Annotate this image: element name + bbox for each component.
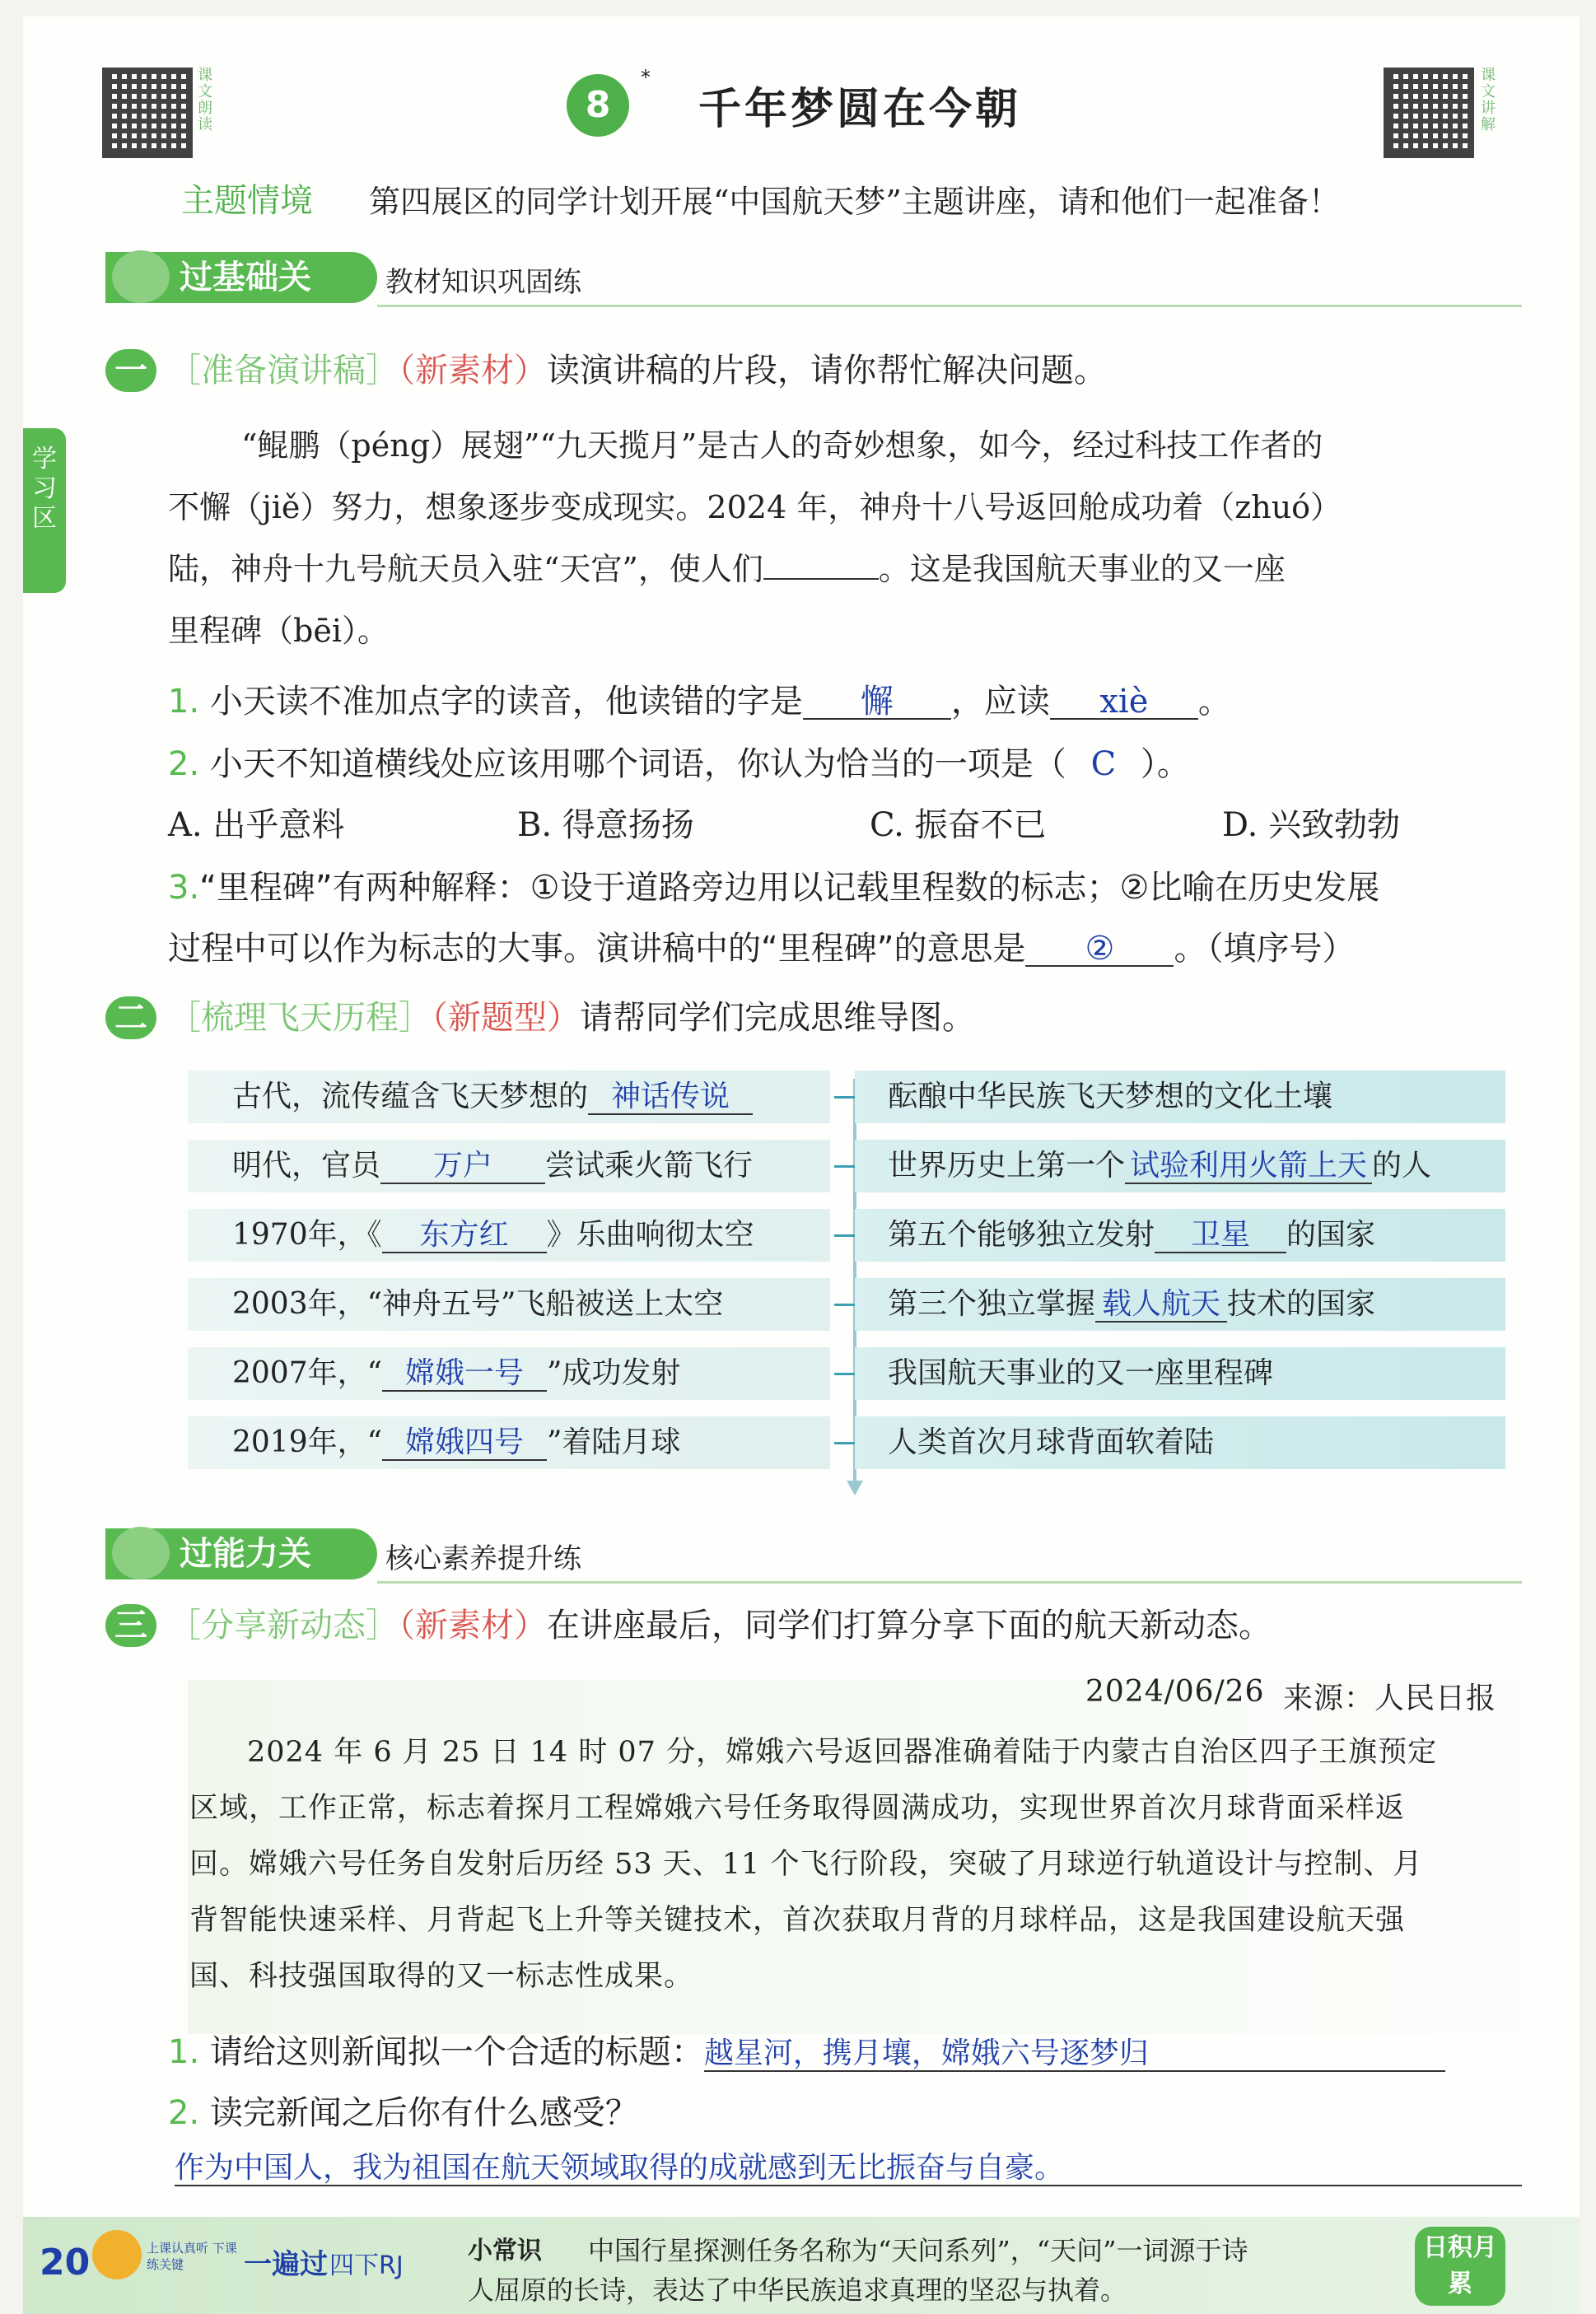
- passage-line-1: “鲲鹏（péng）展翅”“九天揽月”是古人的奇妙想象，如今，经过科技工作者的: [241, 427, 1323, 464]
- mindmap-right-text-b: 的国家: [1286, 1218, 1376, 1252]
- q3-sub1-text: 请给这则新闻拟一个合适的标题：: [209, 2033, 704, 2071]
- mindmap-right-text-a: 酝酿中华民族飞天梦想的文化土壤: [888, 1080, 1333, 1113]
- q1-sub1-answer-1[interactable]: 懈: [803, 685, 951, 720]
- mindmap-left-text-a: 2007年，“: [232, 1356, 383, 1390]
- passage-line-4: 里程碑（bēi）。: [168, 613, 389, 649]
- star-mascot-icon: [112, 1527, 170, 1579]
- question-2-tag: ［梳理飞天历程］: [168, 999, 432, 1037]
- grade-label: 四下RJ: [329, 2251, 404, 2280]
- qr-code-left[interactable]: [102, 68, 193, 158]
- mindmap-left-answer[interactable]: 嫦娥一号: [382, 1357, 547, 1392]
- tip-label: 小常识: [468, 2237, 542, 2265]
- news-line-4: 背智能快速采样、月背起飞上升等关键技术，首次获取月背的月球样品，这是我国建设航天强: [189, 1904, 1406, 1937]
- page-number: 20: [40, 2242, 91, 2284]
- mindmap-left-text-a: 明代，官员: [232, 1149, 381, 1183]
- q1-sub1-text-b: ，应读: [950, 683, 1050, 721]
- section-title-basic: 过基础关: [180, 259, 311, 296]
- q1-sub3-text-2a: 过程中可以作为标志的大事。演讲稿中的“里程碑”的意思是: [168, 930, 1026, 968]
- mindmap-left-node: [188, 1416, 830, 1469]
- question-2-heading: [105, 991, 975, 1039]
- q1-sub1-text-c: 。: [1197, 683, 1231, 721]
- side-tab: [23, 428, 66, 593]
- q3-sub2-num: 2.: [168, 2094, 200, 2132]
- mindmap-left-text-a: 2003年，“神舟五号”飞船被送上太空: [232, 1287, 724, 1321]
- qr-code-right[interactable]: [1384, 68, 1474, 158]
- mindmap-right-node: [855, 1209, 1505, 1262]
- q1-sub2-num: 2.: [168, 745, 200, 783]
- question-2-text: 请帮同学们完成思维导图。: [580, 999, 975, 1037]
- mindmap-left-text-a: 2019年，“: [232, 1425, 383, 1459]
- q1-sub3-line2: [168, 922, 1355, 969]
- mindmap-right-node: [855, 1278, 1505, 1331]
- section-subtitle-ability: 核心素养提升练: [385, 1542, 581, 1575]
- section-divider: [377, 305, 1522, 307]
- news-line-3: 回。嫦娥六号任务自发射后历经 53 天、11 个飞行阶段，突破了月球逆行轨道设计与控制、月: [189, 1848, 1423, 1881]
- news-date: 2024/06/26: [1085, 1675, 1265, 1709]
- q1-sub3-text-2b: 。（填序号）: [1174, 930, 1356, 968]
- q3-sub2: [168, 2087, 638, 2134]
- tip-line-1: 中国行星探测任务名称为“天问系列”，“天问”一词源于诗: [588, 2235, 1248, 2266]
- q1-sub1-num: 1.: [168, 683, 200, 721]
- brand-slogan: 上课认真听 下课练关键: [147, 2241, 237, 2272]
- side-tab-label: 学习区: [32, 445, 57, 533]
- daily-badge: 日积月累: [1415, 2227, 1505, 2306]
- page-title: 千年梦圆在今朝: [698, 85, 1022, 134]
- section-subtitle-basic: 教材知识巩固练: [385, 266, 581, 299]
- mindmap-left-answer[interactable]: 神话传说: [588, 1080, 753, 1115]
- mindmap-left-answer[interactable]: 万户: [380, 1150, 545, 1184]
- mindmap-right-node: [855, 1140, 1505, 1192]
- star-mascot-icon: [92, 2230, 142, 2279]
- question-3-number: 三: [105, 1604, 156, 1647]
- question-3-tag: ［分享新动态］: [168, 1607, 399, 1645]
- mindmap-left-node: [188, 1209, 830, 1262]
- mindmap-right-answer[interactable]: 试验利用火箭上天: [1125, 1150, 1372, 1184]
- news-line-5: 国、科技强国取得的又一标志性成果。: [189, 1960, 694, 1993]
- option-d: D. 兴致勃勃: [1222, 806, 1401, 844]
- question-1-number: 一: [105, 349, 156, 392]
- passage-line-2: 不懈（jiě）努力，想象逐步变成现实。2024 年，神舟十八号返回舱成功着（zhuó）: [168, 489, 1342, 525]
- q3-sub1-answer[interactable]: 越星河，携月壤，嫦娥六号逐梦归: [704, 2037, 1445, 2072]
- mindmap-right-text-a: 我国航天事业的又一座里程碑: [888, 1356, 1274, 1390]
- mindmap-right-text-a: 第三个独立掌握: [888, 1287, 1096, 1321]
- passage-line-3b: 。这是我国航天事业的又一座: [878, 551, 1286, 587]
- q1-sub1: [168, 675, 1231, 722]
- news-line-2: 区域，工作正常，标志着探月工程嫦娥六号任务取得圆满成功，实现世界首次月球背面采样返: [189, 1792, 1406, 1825]
- question-2-number: 二: [105, 996, 156, 1039]
- q3-sub1: [168, 2026, 1445, 2073]
- mindmap-right-text-b: 技术的国家: [1227, 1287, 1376, 1321]
- section-title-ability: 过能力关: [180, 1535, 311, 1573]
- q3-sub2-text: 读完新闻之后你有什么感受？: [209, 2094, 638, 2132]
- theme-text: 第四展区的同学计划开展“中国航天梦”主题讲座，请和他们一起准备！: [369, 184, 1340, 220]
- mindmap-left-text-a: 古代，流传蕴含飞天梦想的: [232, 1080, 589, 1113]
- q1-sub2-answer[interactable]: C: [1090, 745, 1117, 783]
- news-source: 来源：人民日报: [1283, 1682, 1497, 1715]
- option-a: A. 出乎意料: [168, 806, 345, 844]
- qr-left-label: 课文朗读: [198, 67, 212, 133]
- option-b: B. 得意扬扬: [517, 806, 694, 844]
- q1-sub2: [168, 738, 1190, 785]
- qr-right-label: 课文讲解: [1481, 67, 1496, 133]
- tip-line-2: 人屈原的长诗，表达了中华民族追求真理的坚忍与执着。: [468, 2274, 1127, 2306]
- question-1-text: 读演讲稿的片段，请你帮忙解决问题。: [547, 352, 1107, 390]
- question-3-heading: [105, 1599, 1272, 1647]
- q1-sub2-text-a: 小天不知道横线处应该用哪个词语，你认为恰当的一项是（: [209, 745, 1066, 783]
- passage-line-3a: 陆，神舟十九号航天员入驻“天宫”，使人们: [168, 551, 763, 587]
- q1-sub3-text-1: “里程碑”有两种解释：①设于道路旁边用以记载里程数的标志；②比喻在历史发展: [199, 869, 1380, 907]
- q1-sub1-text-a: 小天读不准加点字的读音，他读错的字是: [209, 683, 803, 721]
- q1-sub3-answer[interactable]: ②: [1025, 932, 1174, 967]
- mindmap-right-text-a: 第五个能够独立发射: [888, 1218, 1155, 1252]
- q3-sub2-answer-line: [175, 2148, 1522, 2186]
- mindmap-right-answer[interactable]: 载人航天: [1095, 1288, 1227, 1323]
- mindmap-right-text-b: 的人: [1372, 1149, 1432, 1183]
- theme-label: 主题情境: [181, 182, 313, 220]
- star-mascot-icon: [112, 250, 170, 303]
- blank-line[interactable]: [763, 578, 879, 580]
- q1-sub2-text-b: ）。: [1140, 745, 1190, 783]
- mindmap-right-text-a: 人类首次月球背面软着陆: [888, 1425, 1215, 1459]
- mindmap-right-node: [855, 1071, 1505, 1123]
- question-3-newtag: （新素材）: [399, 1607, 547, 1645]
- q3-sub2-answer[interactable]: 作为中国人，我为祖国在航天领域取得的成就感到无比振奋与自豪。: [175, 2152, 1522, 2186]
- mindmap-left-text-b: 》乐曲响彻太空: [546, 1218, 754, 1252]
- q1-sub3-num: 3.: [168, 869, 200, 907]
- q1-sub1-answer-2[interactable]: xiè: [1050, 685, 1198, 720]
- lesson-number-badge: 8: [567, 74, 629, 137]
- mindmap-left-node: [188, 1071, 830, 1123]
- mindmap-left-text-b: ”成功发射: [547, 1356, 681, 1390]
- q3-sub1-num: 1.: [168, 2033, 200, 2071]
- mindmap-left-node: [188, 1140, 830, 1192]
- q1-sub3-line1: [168, 861, 1379, 908]
- question-1-heading: [105, 344, 1107, 392]
- lesson-asterisk: *: [641, 66, 651, 89]
- mindmap-arrow-icon: [847, 1481, 863, 1495]
- mindmap-right-node: [855, 1416, 1505, 1469]
- mindmap-left-text-a: 1970年，《: [232, 1218, 382, 1252]
- passage-line-3: [168, 539, 1286, 600]
- mindmap-left-text-b: ”着陆月球: [547, 1425, 681, 1459]
- question-2-newtag: （新题型）: [432, 999, 580, 1037]
- mindmap-left-answer[interactable]: 东方红: [382, 1219, 547, 1253]
- question-3-text: 在讲座最后，同学们打算分享下面的航天新动态。: [547, 1607, 1272, 1645]
- question-1-newtag: （新素材）: [399, 352, 547, 390]
- news-line-1: 2024 年 6 月 25 日 14 时 07 分，嫦娥六号返回器准确着陆于内蒙古自治区四子王旗预定: [247, 1736, 1438, 1769]
- mindmap-left-node: [188, 1347, 830, 1400]
- mindmap-right-node: [855, 1347, 1505, 1400]
- mindmap-left-node: [188, 1278, 830, 1331]
- mindmap-right-answer[interactable]: 卫星: [1155, 1219, 1286, 1253]
- option-c: C. 振奋不已: [870, 806, 1047, 844]
- mindmap-right-text-a: 世界历史上第一个: [888, 1149, 1126, 1183]
- workbook-page: [23, 16, 1580, 2306]
- question-1-tag: ［准备演讲稿］: [168, 352, 399, 390]
- brand-name: 一遍过: [244, 2248, 328, 2281]
- footer: [23, 2217, 1580, 2314]
- mindmap-left-text-b: 尝试乘火箭飞行: [545, 1149, 754, 1183]
- section-divider: [377, 1581, 1522, 1584]
- mindmap-left-answer[interactable]: 嫦娥四号: [382, 1426, 547, 1461]
